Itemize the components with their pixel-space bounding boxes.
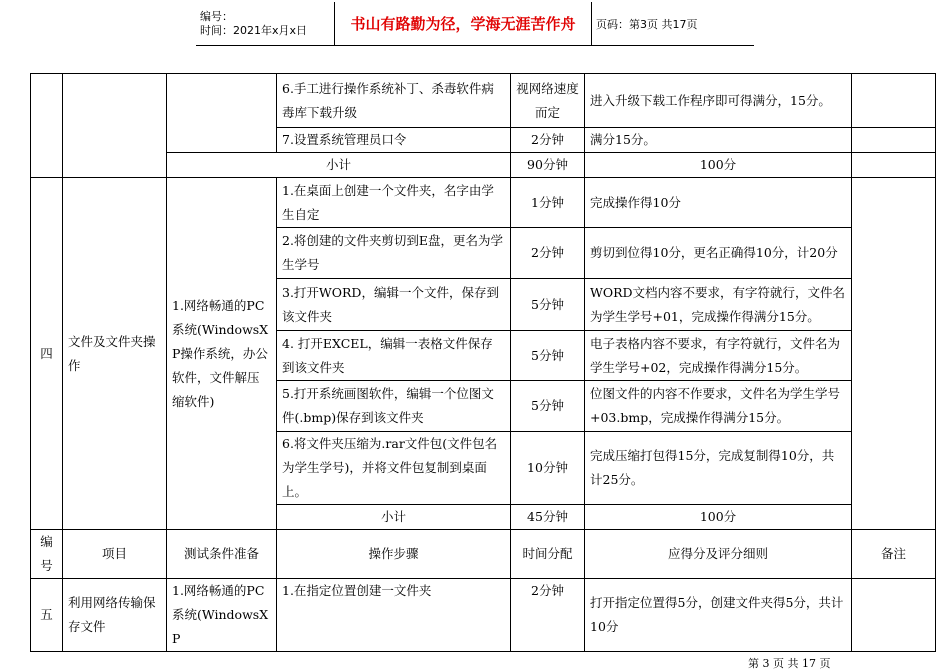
cell-note bbox=[852, 128, 936, 153]
cell-prep bbox=[167, 74, 277, 153]
subtotal-row bbox=[31, 153, 936, 178]
cell-step: 4. 打开EXCEL，编辑一表格文件保存到该文件夹 bbox=[277, 331, 511, 381]
cell-step: 6.将文件夹压缩为.rar文件包(文件包名为学生学号)，并将文件包复制到桌面上。 bbox=[277, 432, 511, 505]
cell-step: 7.设置系统管理员口令 bbox=[277, 128, 511, 153]
cell-time: 5分钟 bbox=[511, 279, 585, 331]
cell-score: 完成操作得10分 bbox=[585, 178, 852, 228]
header-number: 编号： bbox=[200, 9, 233, 23]
cell-note bbox=[852, 579, 936, 652]
subtotal-label: 小计 bbox=[277, 505, 511, 530]
subtotal-label: 小计 bbox=[167, 153, 511, 178]
page-footer: 第 3 页 共 17 页 bbox=[748, 657, 831, 670]
cell-score: 电子表格内容不要求，有字符就行，文件名为学生学号+02，完成操作得满分15分。 bbox=[585, 331, 852, 381]
cell-score: WORD文档内容不要求，有字符就行，文件名为学生学号+01，完成操作得满分15分。 bbox=[585, 279, 852, 331]
header-page: 页码：第3页 共17页 bbox=[592, 2, 755, 46]
cell-note bbox=[852, 178, 936, 530]
cell-note bbox=[852, 74, 936, 128]
section-number: 五 bbox=[31, 579, 63, 652]
table-row bbox=[31, 178, 936, 228]
cell-score: 进入升级下载工作程序即可得满分，15分。 bbox=[585, 74, 852, 128]
col-header-score: 应得分及评分细则 bbox=[585, 530, 852, 579]
section-number: 四 bbox=[31, 178, 63, 530]
cell-score: 位图文件的内容不作要求，文件名为学生学号+03.bmp，完成操作得满分15分。 bbox=[585, 381, 852, 432]
cell-note bbox=[852, 153, 936, 178]
col-header-note: 备注 bbox=[852, 530, 936, 579]
cell-step: 1.在桌面上创建一个文件夹，名字由学生自定 bbox=[277, 178, 511, 228]
subtotal-score: 100分 bbox=[585, 153, 852, 178]
cell-time: 10分钟 bbox=[511, 432, 585, 505]
cell-num bbox=[31, 74, 63, 178]
cell-step: 6.手工进行操作系统补丁、杀毒软件病毒库下载升级 bbox=[277, 74, 511, 128]
col-header-item: 项目 bbox=[63, 530, 167, 579]
header-meta bbox=[196, 2, 335, 46]
header-date: 时间：2021年x月x日 bbox=[200, 23, 308, 37]
cell-time: 5分钟 bbox=[511, 331, 585, 381]
subtotal-time: 90分钟 bbox=[511, 153, 585, 178]
cell-step: 1.在指定位置创建一文件夹 bbox=[277, 579, 511, 652]
cell-time: 视网络速度而定 bbox=[511, 74, 585, 128]
col-header-step: 操作步骤 bbox=[277, 530, 511, 579]
subtotal-time: 45分钟 bbox=[511, 505, 585, 530]
cell-score: 满分15分。 bbox=[585, 128, 852, 153]
table-row bbox=[31, 74, 936, 128]
cell-score: 完成压缩打包得15分，完成复制得10分，共计25分。 bbox=[585, 432, 852, 505]
cell-time: 2分钟 bbox=[511, 228, 585, 279]
cell-score: 打开指定位置得5分，创建文件夹得5分，共计10分 bbox=[585, 579, 852, 652]
cell-score: 剪切到位得10分，更名正确得10分，计20分 bbox=[585, 228, 852, 279]
col-header-time: 时间分配 bbox=[511, 530, 585, 579]
cell-time: 5分钟 bbox=[511, 381, 585, 432]
cell-item bbox=[63, 74, 167, 178]
subtotal-score: 100分 bbox=[585, 505, 852, 530]
section-prep: 1.网络畅通的PC系统(WindowsXP操作系统，办公软件，文件解压缩软件) bbox=[167, 178, 277, 530]
cell-time: 2分钟 bbox=[511, 128, 585, 153]
col-header-prep: 测试条件准备 bbox=[167, 530, 277, 579]
table-row bbox=[31, 579, 936, 652]
cell-step: 2.将创建的文件夹剪切到E盘，更名为学生学号 bbox=[277, 228, 511, 279]
section-item: 文件及文件夹操作 bbox=[63, 178, 167, 530]
section-item: 利用网络传输保存文件 bbox=[63, 579, 167, 652]
assessment-table bbox=[30, 73, 936, 652]
cell-step: 5.打开系统画图软件，编辑一个位图文件(.bmp)保存到该文件夹 bbox=[277, 381, 511, 432]
cell-time: 1分钟 bbox=[511, 178, 585, 228]
cell-time: 2分钟 bbox=[511, 579, 585, 652]
section-prep: 1.网络畅通的PC系统(WindowsXP bbox=[167, 579, 277, 652]
col-header-num: 编号 bbox=[31, 530, 63, 579]
header-row bbox=[31, 530, 936, 579]
page-header bbox=[196, 2, 754, 46]
cell-step: 3.打开WORD，编辑一个文件，保存到该文件夹 bbox=[277, 279, 511, 331]
header-motto: 书山有路勤为径，学海无涯苦作舟 bbox=[335, 2, 592, 46]
